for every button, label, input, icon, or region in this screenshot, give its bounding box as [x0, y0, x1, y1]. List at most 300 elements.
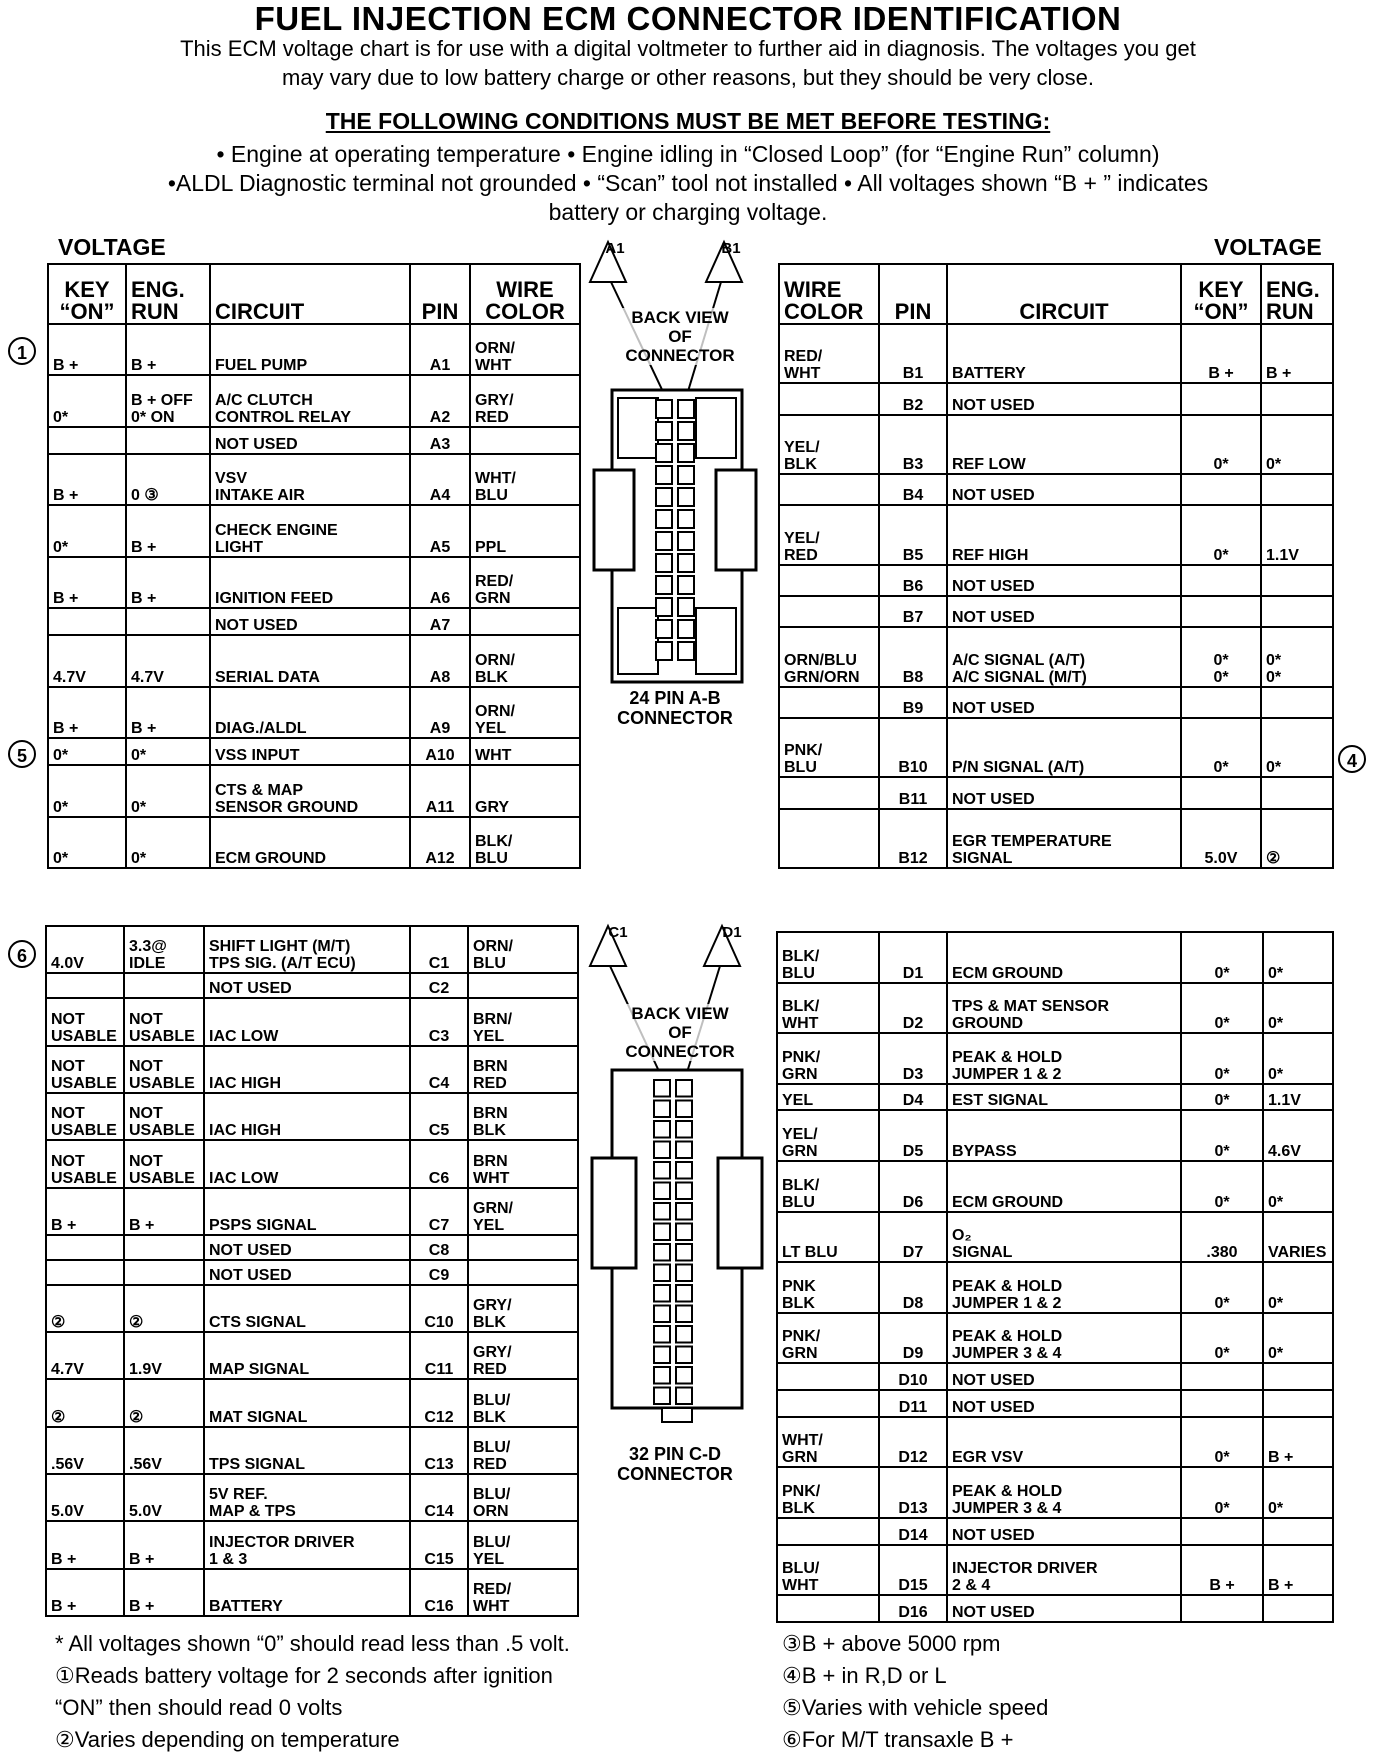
cell-eng_run: [1261, 777, 1333, 808]
header-pin: PIN: [879, 264, 947, 324]
cell-eng_run: 1.1V: [1261, 505, 1333, 564]
cell-pin: D2: [879, 983, 947, 1034]
cell-eng_run: ②: [124, 1379, 204, 1426]
cell-key_on: 0*: [48, 738, 126, 765]
cell-eng_run: 0*: [1263, 1467, 1333, 1518]
cell-pin: D1: [879, 932, 947, 983]
cell-key_on: 0*: [1181, 1417, 1263, 1468]
pin-cavity: [678, 532, 694, 550]
table-row: [777, 1313, 1333, 1364]
pin-cavity: [654, 1306, 670, 1323]
cell-pin: D6: [879, 1161, 947, 1212]
pin-cavity: [656, 598, 672, 616]
cell-eng_run: 0*: [1261, 415, 1333, 474]
cell-wire: BLU/ YEL: [468, 1521, 578, 1568]
table-row: [46, 1379, 578, 1426]
cell-circuit: NOT USED: [204, 1260, 410, 1285]
cell-pin: A8: [410, 635, 470, 686]
cell-key_on: 4.0V: [46, 926, 124, 973]
cell-key_on: 0*: [1181, 1161, 1263, 1212]
pin-cavity: [676, 1367, 692, 1384]
cell-key_on: 0*: [1181, 415, 1261, 474]
cell-pin: C2: [410, 973, 468, 998]
note-star: * All voltages shown “0” should read less than .5 volt.: [55, 1631, 570, 1656]
cell-eng_run: [126, 608, 210, 635]
table-row: [46, 1235, 578, 1260]
cell-circuit: ECM GROUND: [947, 932, 1181, 983]
table-row: [779, 565, 1333, 596]
cell-eng_run: 0*: [1263, 1161, 1333, 1212]
cell-wire: PNK/ BLU: [779, 718, 879, 777]
cell-key_on: NOT USABLE: [46, 1140, 124, 1187]
cell-eng_run: .56V: [124, 1427, 204, 1474]
callout-6: 6: [8, 940, 36, 968]
cell-pin: C5: [410, 1093, 468, 1140]
cell-wire: [779, 777, 879, 808]
cell-pin: C15: [410, 1521, 468, 1568]
note-3: ③B + above 5000 rpm: [782, 1631, 1001, 1656]
cell-pin: A3: [410, 427, 470, 454]
table-row: [777, 1084, 1333, 1111]
cell-wire: GRN/ YEL: [468, 1188, 578, 1235]
cell-key_on: NOT USABLE: [46, 1046, 124, 1093]
cell-wire: GRY/ RED: [468, 1332, 578, 1379]
cell-circuit: IAC HIGH: [204, 1093, 410, 1140]
table-row: [777, 1262, 1333, 1313]
table-row: [777, 1417, 1333, 1468]
pin-cavity: [654, 1080, 670, 1097]
cell-pin: B9: [879, 687, 947, 718]
note-5: ⑤Varies with vehicle speed: [782, 1695, 1049, 1720]
cell-wire: [777, 1390, 879, 1417]
cell-key_on: [1181, 1363, 1263, 1390]
cell-circuit: CHECK ENGINE LIGHT: [210, 505, 410, 556]
cell-circuit: SHIFT LIGHT (M/T) TPS SIG. (A/T ECU): [204, 926, 410, 973]
cell-wire: WHT: [470, 738, 580, 765]
connector-ab-b1: B1: [721, 240, 741, 257]
cell-wire: ORN/ BLU: [468, 926, 578, 973]
pin-cavity: [678, 554, 694, 572]
table-row: [777, 1212, 1333, 1263]
cell-key_on: 0*: [48, 765, 126, 816]
pin-cavity: [656, 642, 672, 660]
cell-eng_run: 4.7V: [126, 635, 210, 686]
cell-circuit: EGR TEMPERATURE SIGNAL: [947, 809, 1181, 868]
cell-circuit: FUEL PUMP: [210, 324, 410, 375]
cell-eng_run: B +: [124, 1188, 204, 1235]
cell-key_on: 4.7V: [48, 635, 126, 686]
connector-ab-back-view: BACK VIEW OF CONNECTOR: [620, 308, 740, 365]
cell-key_on: B +: [46, 1521, 124, 1568]
connector-ab-a1: A1: [605, 240, 625, 257]
pin-cavity: [656, 576, 672, 594]
cell-circuit: ECM GROUND: [210, 817, 410, 869]
cell-key_on: [1181, 565, 1261, 596]
header-eng-run: ENG. RUN: [126, 264, 210, 324]
cell-pin: D8: [879, 1262, 947, 1313]
cell-wire: BLK/ BLU: [470, 817, 580, 869]
cell-eng_run: B +: [1263, 1417, 1333, 1468]
table-row: [777, 1033, 1333, 1084]
cell-eng_run: B +: [1263, 1545, 1333, 1596]
cell-pin: D13: [879, 1467, 947, 1518]
cell-key_on: 4.7V: [46, 1332, 124, 1379]
cell-key_on: [1181, 1518, 1263, 1545]
cell-wire: BRN WHT: [468, 1140, 578, 1187]
cell-circuit: NOT USED: [204, 973, 410, 998]
cell-circuit: REF HIGH: [947, 505, 1181, 564]
cell-circuit: NOT USED: [947, 777, 1181, 808]
cell-key_on: .380: [1181, 1212, 1263, 1263]
cell-eng_run: B +: [124, 1521, 204, 1568]
cell-pin: A5: [410, 505, 470, 556]
pin-cavity: [678, 488, 694, 506]
cell-circuit: PSPS SIGNAL: [204, 1188, 410, 1235]
pin-cavity: [676, 1080, 692, 1097]
cell-circuit: DIAG./ALDL: [210, 687, 410, 738]
cell-wire: PNK/ GRN: [777, 1313, 879, 1364]
connector-b-table: [778, 263, 1334, 869]
cell-pin: C9: [410, 1260, 468, 1285]
header-circuit: CIRCUIT: [210, 264, 410, 324]
note-1a: ①Reads battery voltage for 2 seconds after ignition: [55, 1663, 553, 1688]
cell-eng_run: 5.0V: [124, 1474, 204, 1521]
cell-wire: BLU/ BLK: [468, 1379, 578, 1426]
page-title: FUEL INJECTION ECM CONNECTOR IDENTIFICATION: [254, 0, 1122, 37]
cell-pin: D7: [879, 1212, 947, 1263]
table-row: [48, 765, 580, 816]
cell-circuit: EGR VSV: [947, 1417, 1181, 1468]
callout-1: 1: [8, 337, 36, 365]
cell-wire: YEL/ GRN: [777, 1110, 879, 1161]
cell-eng_run: B +: [126, 557, 210, 608]
note-2: ②Varies depending on temperature: [55, 1727, 400, 1752]
cell-eng_run: B +: [1261, 324, 1333, 383]
connector-cd-label: 32 PIN C-D CONNECTOR: [617, 1444, 733, 1484]
cell-eng_run: 0*: [1263, 983, 1333, 1034]
table-row: [48, 635, 580, 686]
cell-circuit: SERIAL DATA: [210, 635, 410, 686]
cell-eng_run: B +: [126, 324, 210, 375]
cell-eng_run: 0*: [1263, 1313, 1333, 1364]
cell-pin: D10: [879, 1363, 947, 1390]
cell-key_on: [1181, 777, 1261, 808]
pin-cavity: [676, 1285, 692, 1302]
cell-key_on: B +: [48, 454, 126, 505]
cell-key_on: NOT USABLE: [46, 1093, 124, 1140]
table-row: [46, 1521, 578, 1568]
cell-eng_run: [1263, 1518, 1333, 1545]
cell-wire: RED/ WHT: [468, 1569, 578, 1616]
cell-key_on: [1181, 687, 1261, 718]
cell-circuit: NOT USED: [947, 687, 1181, 718]
cell-wire: [779, 383, 879, 414]
cell-wire: [779, 809, 879, 868]
table-row: [777, 1595, 1333, 1622]
table-row: [777, 1390, 1333, 1417]
pin-cavity: [654, 1142, 670, 1159]
cell-pin: A6: [410, 557, 470, 608]
cell-key_on: B +: [1181, 1545, 1263, 1596]
pin-cavity: [676, 1101, 692, 1118]
cell-pin: B4: [879, 474, 947, 505]
cell-wire: BRN BLK: [468, 1093, 578, 1140]
cell-pin: B12: [879, 809, 947, 868]
cell-pin: A7: [410, 608, 470, 635]
cell-eng_run: 0*: [1263, 1262, 1333, 1313]
cell-circuit: NOT USED: [947, 1518, 1181, 1545]
cell-circuit: NOT USED: [947, 1363, 1181, 1390]
cell-eng_run: [124, 973, 204, 998]
table-row: [777, 1110, 1333, 1161]
cell-key_on: [46, 1260, 124, 1285]
cell-circuit: O₂ SIGNAL: [947, 1212, 1181, 1263]
cell-eng_run: 1.9V: [124, 1332, 204, 1379]
cell-circuit: VSV INTAKE AIR: [210, 454, 410, 505]
cell-eng_run: 0 ③: [126, 454, 210, 505]
cell-pin: C4: [410, 1046, 468, 1093]
cell-key_on: ②: [46, 1379, 124, 1426]
header-key-on: KEY “ON”: [1181, 264, 1261, 324]
cell-wire: BRN RED: [468, 1046, 578, 1093]
cell-eng_run: B +: [124, 1569, 204, 1616]
conditions-line-1: • Engine at operating temperature • Engine idling in “Closed Loop” (for “Engine Run” column): [216, 141, 1160, 167]
table-row: [779, 809, 1333, 868]
table-row: [46, 1474, 578, 1521]
cell-pin: A4: [410, 454, 470, 505]
table-row: [48, 427, 580, 454]
connector-cd-d1: D1: [722, 924, 742, 941]
cell-key_on: 0*: [1181, 718, 1261, 777]
pin-cavity: [676, 1265, 692, 1282]
cell-wire: YEL/ BLK: [779, 415, 879, 474]
cell-eng_run: NOT USABLE: [124, 998, 204, 1045]
cell-key_on: .56V: [46, 1427, 124, 1474]
cell-key_on: [1181, 596, 1261, 627]
cell-wire: BLK/ BLU: [777, 932, 879, 983]
pin-cavity: [654, 1101, 670, 1118]
table-row: [46, 1188, 578, 1235]
pin-cavity: [656, 444, 672, 462]
cell-key_on: [1181, 1595, 1263, 1622]
cell-eng_run: NOT USABLE: [124, 1140, 204, 1187]
cell-wire: ORN/BLU GRN/ORN: [779, 627, 879, 686]
pin-cavity: [678, 444, 694, 462]
cell-wire: [470, 427, 580, 454]
cell-circuit: A/C SIGNAL (A/T) A/C SIGNAL (M/T): [947, 627, 1181, 686]
pin-cavity: [678, 510, 694, 528]
note-1b: “ON” then should read 0 volts: [55, 1695, 343, 1720]
cell-key_on: B +: [48, 324, 126, 375]
table-row: [779, 718, 1333, 777]
cell-wire: BLU/ RED: [468, 1427, 578, 1474]
table-row: [48, 738, 580, 765]
table-row: [46, 998, 578, 1045]
cell-eng_run: B +: [126, 505, 210, 556]
cell-eng_run: 3.3@ IDLE: [124, 926, 204, 973]
cell-key_on: 0*: [1181, 1033, 1263, 1084]
cell-circuit: NOT USED: [947, 1595, 1181, 1622]
table-row: [46, 1427, 578, 1474]
pin-cavity: [654, 1244, 670, 1261]
table-row: [46, 1285, 578, 1332]
cell-key_on: B +: [46, 1569, 124, 1616]
pin-cavity: [654, 1388, 670, 1405]
cell-eng_run: [1261, 565, 1333, 596]
cell-wire: RED/ WHT: [779, 324, 879, 383]
cell-circuit: IAC LOW: [204, 998, 410, 1045]
cell-eng_run: [124, 1235, 204, 1260]
cell-circuit: CTS SIGNAL: [204, 1285, 410, 1332]
pin-cavity: [678, 466, 694, 484]
cell-wire: WHT/ BLU: [470, 454, 580, 505]
cell-wire: RED/ GRN: [470, 557, 580, 608]
pin-cavity: [654, 1183, 670, 1200]
table-row: [48, 454, 580, 505]
pin-cavity: [678, 422, 694, 440]
pin-cavity: [656, 400, 672, 418]
cell-eng_run: [1261, 687, 1333, 718]
cell-key_on: 0*: [48, 817, 126, 869]
cell-eng_run: [1261, 474, 1333, 505]
table-row: [48, 324, 580, 375]
table-row: [779, 777, 1333, 808]
pin-cavity: [654, 1121, 670, 1138]
table-row: [777, 1467, 1333, 1518]
cell-wire: PNK/ BLK: [777, 1467, 879, 1518]
cell-eng_run: 0*: [126, 817, 210, 869]
cell-key_on: 0*: [1181, 505, 1261, 564]
cell-pin: C3: [410, 998, 468, 1045]
cell-pin: B11: [879, 777, 947, 808]
table-row: [777, 932, 1333, 983]
cell-pin: A9: [410, 687, 470, 738]
cell-wire: [468, 1260, 578, 1285]
connector-a-table: [47, 263, 581, 869]
note-6: ⑥For M/T transaxle B +: [782, 1727, 1014, 1752]
cell-pin: C12: [410, 1379, 468, 1426]
cell-pin: D15: [879, 1545, 947, 1596]
pin-cavity: [678, 642, 694, 660]
cell-key_on: B +: [46, 1188, 124, 1235]
cell-wire: BLK/ BLU: [777, 1161, 879, 1212]
table-row: [46, 1332, 578, 1379]
cell-key_on: 0*: [1181, 1084, 1263, 1111]
cell-pin: D3: [879, 1033, 947, 1084]
cell-circuit: NOT USED: [947, 474, 1181, 505]
cell-eng_run: 0*: [1261, 718, 1333, 777]
cell-circuit: BATTERY: [204, 1569, 410, 1616]
cell-circuit: NOT USED: [947, 596, 1181, 627]
voltage-label-left: VOLTAGE: [58, 234, 166, 260]
cell-eng_run: [126, 427, 210, 454]
cell-eng_run: NOT USABLE: [124, 1046, 204, 1093]
voltage-label-right: VOLTAGE: [1214, 234, 1322, 260]
cell-wire: [468, 1235, 578, 1260]
pin-cavity: [678, 598, 694, 616]
conditions-line-3: battery or charging voltage.: [548, 199, 828, 225]
cell-key_on: 0*: [48, 375, 126, 426]
pin-cavity: [676, 1388, 692, 1405]
table-row: [779, 627, 1333, 686]
header-key-on: KEY “ON”: [48, 264, 126, 324]
cell-pin: C1: [410, 926, 468, 973]
cell-pin: C13: [410, 1427, 468, 1474]
cell-wire: PNK/ GRN: [777, 1033, 879, 1084]
table-row: [48, 375, 580, 426]
cell-circuit: NOT USED: [210, 427, 410, 454]
cell-circuit: NOT USED: [947, 383, 1181, 414]
cell-eng_run: 1.1V: [1263, 1084, 1333, 1111]
header-pin: PIN: [410, 264, 470, 324]
pin-cavity: [656, 554, 672, 572]
cell-circuit: A/C CLUTCH CONTROL RELAY: [210, 375, 410, 426]
pin-cavity: [676, 1121, 692, 1138]
intro-line-2: may vary due to low battery charge or other reasons, but they should be very close.: [282, 65, 1094, 90]
cell-circuit: IAC LOW: [204, 1140, 410, 1187]
cell-eng_run: [1261, 596, 1333, 627]
connector-c-table: [45, 925, 579, 1617]
cell-circuit: CTS & MAP SENSOR GROUND: [210, 765, 410, 816]
cell-pin: C7: [410, 1188, 468, 1235]
pin-cavity: [676, 1347, 692, 1364]
cell-key_on: 0*: [1181, 1110, 1263, 1161]
cell-wire: ORN/ WHT: [470, 324, 580, 375]
cell-pin: B6: [879, 565, 947, 596]
cell-eng_run: 0* 0*: [1261, 627, 1333, 686]
pin-cavity: [656, 532, 672, 550]
cell-eng_run: 0*: [1263, 932, 1333, 983]
cell-wire: WHT/ GRN: [777, 1417, 879, 1468]
table-row: [48, 505, 580, 556]
cell-wire: YEL: [777, 1084, 879, 1111]
cell-pin: C8: [410, 1235, 468, 1260]
table-row: [46, 1093, 578, 1140]
pin-cavity: [678, 620, 694, 638]
table-row: [777, 1518, 1333, 1545]
cell-circuit: PEAK & HOLD JUMPER 3 & 4: [947, 1313, 1181, 1364]
cell-eng_run: [1263, 1390, 1333, 1417]
cell-wire: BRN/ YEL: [468, 998, 578, 1045]
cell-key_on: [48, 608, 126, 635]
cell-key_on: [48, 427, 126, 454]
cell-eng_run: B +: [126, 687, 210, 738]
connector-cd-back-view: BACK VIEW OF CONNECTOR: [620, 1004, 740, 1061]
cell-pin: A2: [410, 375, 470, 426]
cell-circuit: NOT USED: [210, 608, 410, 635]
pin-cavity: [676, 1244, 692, 1261]
cell-wire: PPL: [470, 505, 580, 556]
pin-cavity: [678, 400, 694, 418]
cell-key_on: 0*: [1181, 1262, 1263, 1313]
cell-pin: B10: [879, 718, 947, 777]
cell-wire: BLU/ WHT: [777, 1545, 879, 1596]
cell-circuit: MAT SIGNAL: [204, 1379, 410, 1426]
cell-key_on: 5.0V: [1181, 809, 1261, 868]
pin-cavity: [654, 1162, 670, 1179]
cell-circuit: VSS INPUT: [210, 738, 410, 765]
pin-cavity: [678, 576, 694, 594]
cell-eng_run: ②: [124, 1285, 204, 1332]
table-row: [48, 687, 580, 738]
cell-wire: [779, 596, 879, 627]
table-row: [777, 983, 1333, 1034]
cell-pin: D5: [879, 1110, 947, 1161]
table-row: [779, 687, 1333, 718]
connector-d-table: [776, 931, 1334, 1623]
cell-eng_run: VARIES: [1263, 1212, 1333, 1263]
pin-cavity: [654, 1224, 670, 1241]
